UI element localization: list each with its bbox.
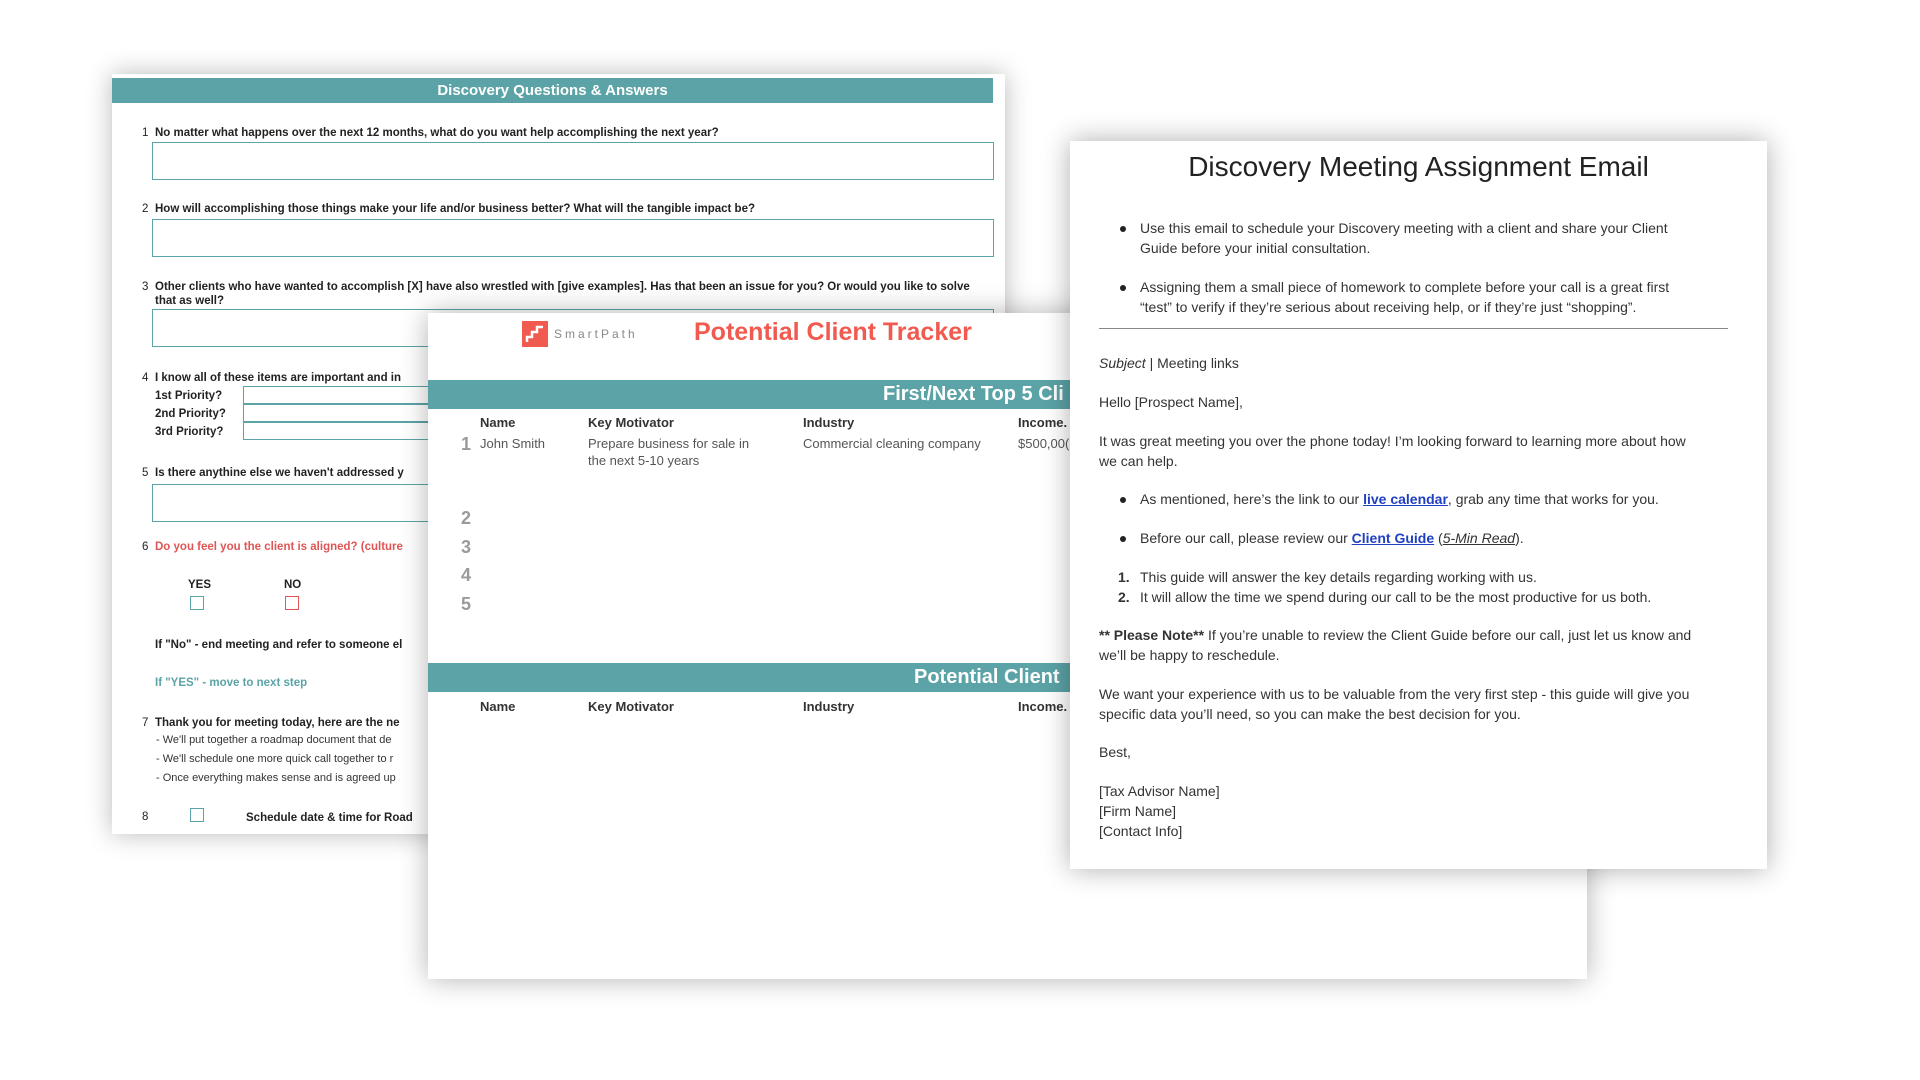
subject-line: Subject | Meeting links bbox=[1099, 355, 1239, 371]
signoff: Best, bbox=[1099, 744, 1131, 760]
if-no-instruction: If "No" - end meeting and refer to someone el bbox=[155, 639, 403, 651]
logo-text: SmartPath bbox=[554, 327, 638, 341]
intro-bullet-2: Assigning them a small piece of homework to complete before your call is a great first “test” to verify if they’re serious about receiving help, or if they’re just “shopping”. bbox=[1140, 278, 1740, 317]
five-min-read-link[interactable]: 5-Min Read bbox=[1442, 530, 1516, 546]
please-note: ** Please Note** If you’re unable to review the Client Guide before our call, just let us know and we’ll be happy to reschedule. bbox=[1099, 627, 1692, 663]
signature-name: [Tax Advisor Name] bbox=[1099, 783, 1220, 799]
row1-name: John Smith bbox=[480, 436, 546, 451]
row-number-2: 2 bbox=[461, 508, 472, 528]
tracker-title: Potential Client Tracker bbox=[694, 318, 972, 346]
guide-bullet: Before our call, please review our Client Guide (5-Min Read). bbox=[1140, 529, 1740, 549]
roadmap-checkbox[interactable] bbox=[190, 808, 204, 822]
priority-2-label: 2nd Priority? bbox=[155, 408, 226, 420]
row-number-1: 1 bbox=[461, 434, 472, 454]
no-checkbox[interactable] bbox=[285, 596, 299, 610]
top5-band: First/Next Top 5 Cli bbox=[428, 380, 1587, 409]
divider bbox=[1099, 328, 1728, 329]
signature-contact: [Contact Info] bbox=[1099, 823, 1183, 839]
qa-title: Discovery Questions & Answers bbox=[112, 78, 993, 103]
email-template-sheet bbox=[1070, 141, 1767, 869]
priority-1-label: 1st Priority? bbox=[155, 390, 223, 402]
col-key-motivator: Key Motivator bbox=[588, 415, 674, 430]
next-step-3: - Once everything makes sense and is agreed up bbox=[156, 772, 396, 784]
signature-firm: [Firm Name] bbox=[1099, 803, 1176, 819]
numbered-item-2: 2. It will allow the time we spend during our call to be the most productive for us both. bbox=[1118, 589, 1652, 605]
client-guide-link[interactable]: Client Guide bbox=[1351, 530, 1435, 546]
yes-checkbox[interactable] bbox=[190, 596, 204, 610]
no-label: NO bbox=[284, 579, 302, 591]
next-step-2: - We'll schedule one more quick call together to r bbox=[156, 753, 394, 765]
question-3: 3 Other clients who have wanted to accomplish [X] have also wrestled with [give examples]. Has that been an issue for you? Or would you like to solve that as well? bbox=[142, 281, 970, 307]
col2-income: Income. bbox=[1018, 699, 1068, 714]
if-yes-instruction: If "YES" - move to next step bbox=[155, 677, 308, 689]
next-step-1: - We'll put together a roadmap document that de bbox=[156, 734, 392, 746]
row-number-3: 3 bbox=[461, 537, 472, 557]
question-7: 7 Thank you for meeting today, here are the ne bbox=[142, 717, 400, 729]
row-number-5: 5 bbox=[461, 594, 472, 614]
question-6: 6 Do you feel you the client is aligned? (culture bbox=[142, 541, 403, 553]
row1-motivator-line1: Prepare business for sale in bbox=[588, 436, 750, 451]
row1-industry: Commercial cleaning company bbox=[803, 436, 981, 451]
question-5: 5 Is there anythine else we haven't addressed y bbox=[142, 467, 404, 479]
col2-industry: Industry bbox=[803, 699, 855, 714]
col-name: Name bbox=[480, 415, 516, 430]
yes-label: YES bbox=[188, 579, 212, 591]
priority-3-label: 3rd Priority? bbox=[155, 426, 224, 438]
potential-client-band: Potential Client bbox=[428, 663, 1587, 692]
email-title: Discovery Meeting Assignment Email bbox=[1188, 151, 1649, 182]
question-1: 1 No matter what happens over the next 12 months, what do you want help accomplishing the next year? bbox=[142, 127, 719, 139]
row1-motivator-line2: the next 5-10 years bbox=[588, 453, 700, 468]
answer-box-1[interactable] bbox=[152, 142, 994, 180]
numbered-item-1: 1. This guide will answer the key details regarding working with us. bbox=[1118, 569, 1537, 585]
calendar-bullet: As mentioned, here’s the link to our live calendar, grab any time that works for you. bbox=[1140, 490, 1740, 510]
row1-income: $500,00( bbox=[1018, 436, 1070, 451]
col-income: Income. bbox=[1018, 415, 1068, 430]
col2-key-motivator: Key Motivator bbox=[588, 699, 674, 714]
question-8-text: Schedule date & time for Road bbox=[246, 812, 413, 824]
col-industry: Industry bbox=[803, 415, 855, 430]
row-number-4: 4 bbox=[461, 565, 472, 585]
paragraph-2: We want your experience with us to be valuable from the very first step - this guide will give you specific data you’ll need, so you can make the best decision for you. bbox=[1099, 686, 1690, 722]
greeting: Hello [Prospect Name], bbox=[1099, 394, 1243, 410]
live-calendar-link[interactable]: live calendar bbox=[1363, 491, 1448, 507]
intro-bullet-1: Use this email to schedule your Discovery meeting with a client and share your Client Guide before your initial consultation. bbox=[1140, 219, 1740, 258]
question-4: 4 I know all of these items are important and in bbox=[142, 372, 402, 384]
answer-box-2[interactable] bbox=[152, 219, 994, 257]
paragraph-1: It was great meeting you over the phone today! I’m looking forward to learning more about how we can help. bbox=[1099, 433, 1686, 469]
col2-name: Name bbox=[480, 699, 516, 714]
smartpath-logo-icon bbox=[522, 321, 548, 347]
question-8-number: 8 bbox=[142, 811, 149, 823]
question-2: 2 How will accomplishing those things make your life and/or business better? What will the tangible impact be? bbox=[142, 203, 756, 215]
